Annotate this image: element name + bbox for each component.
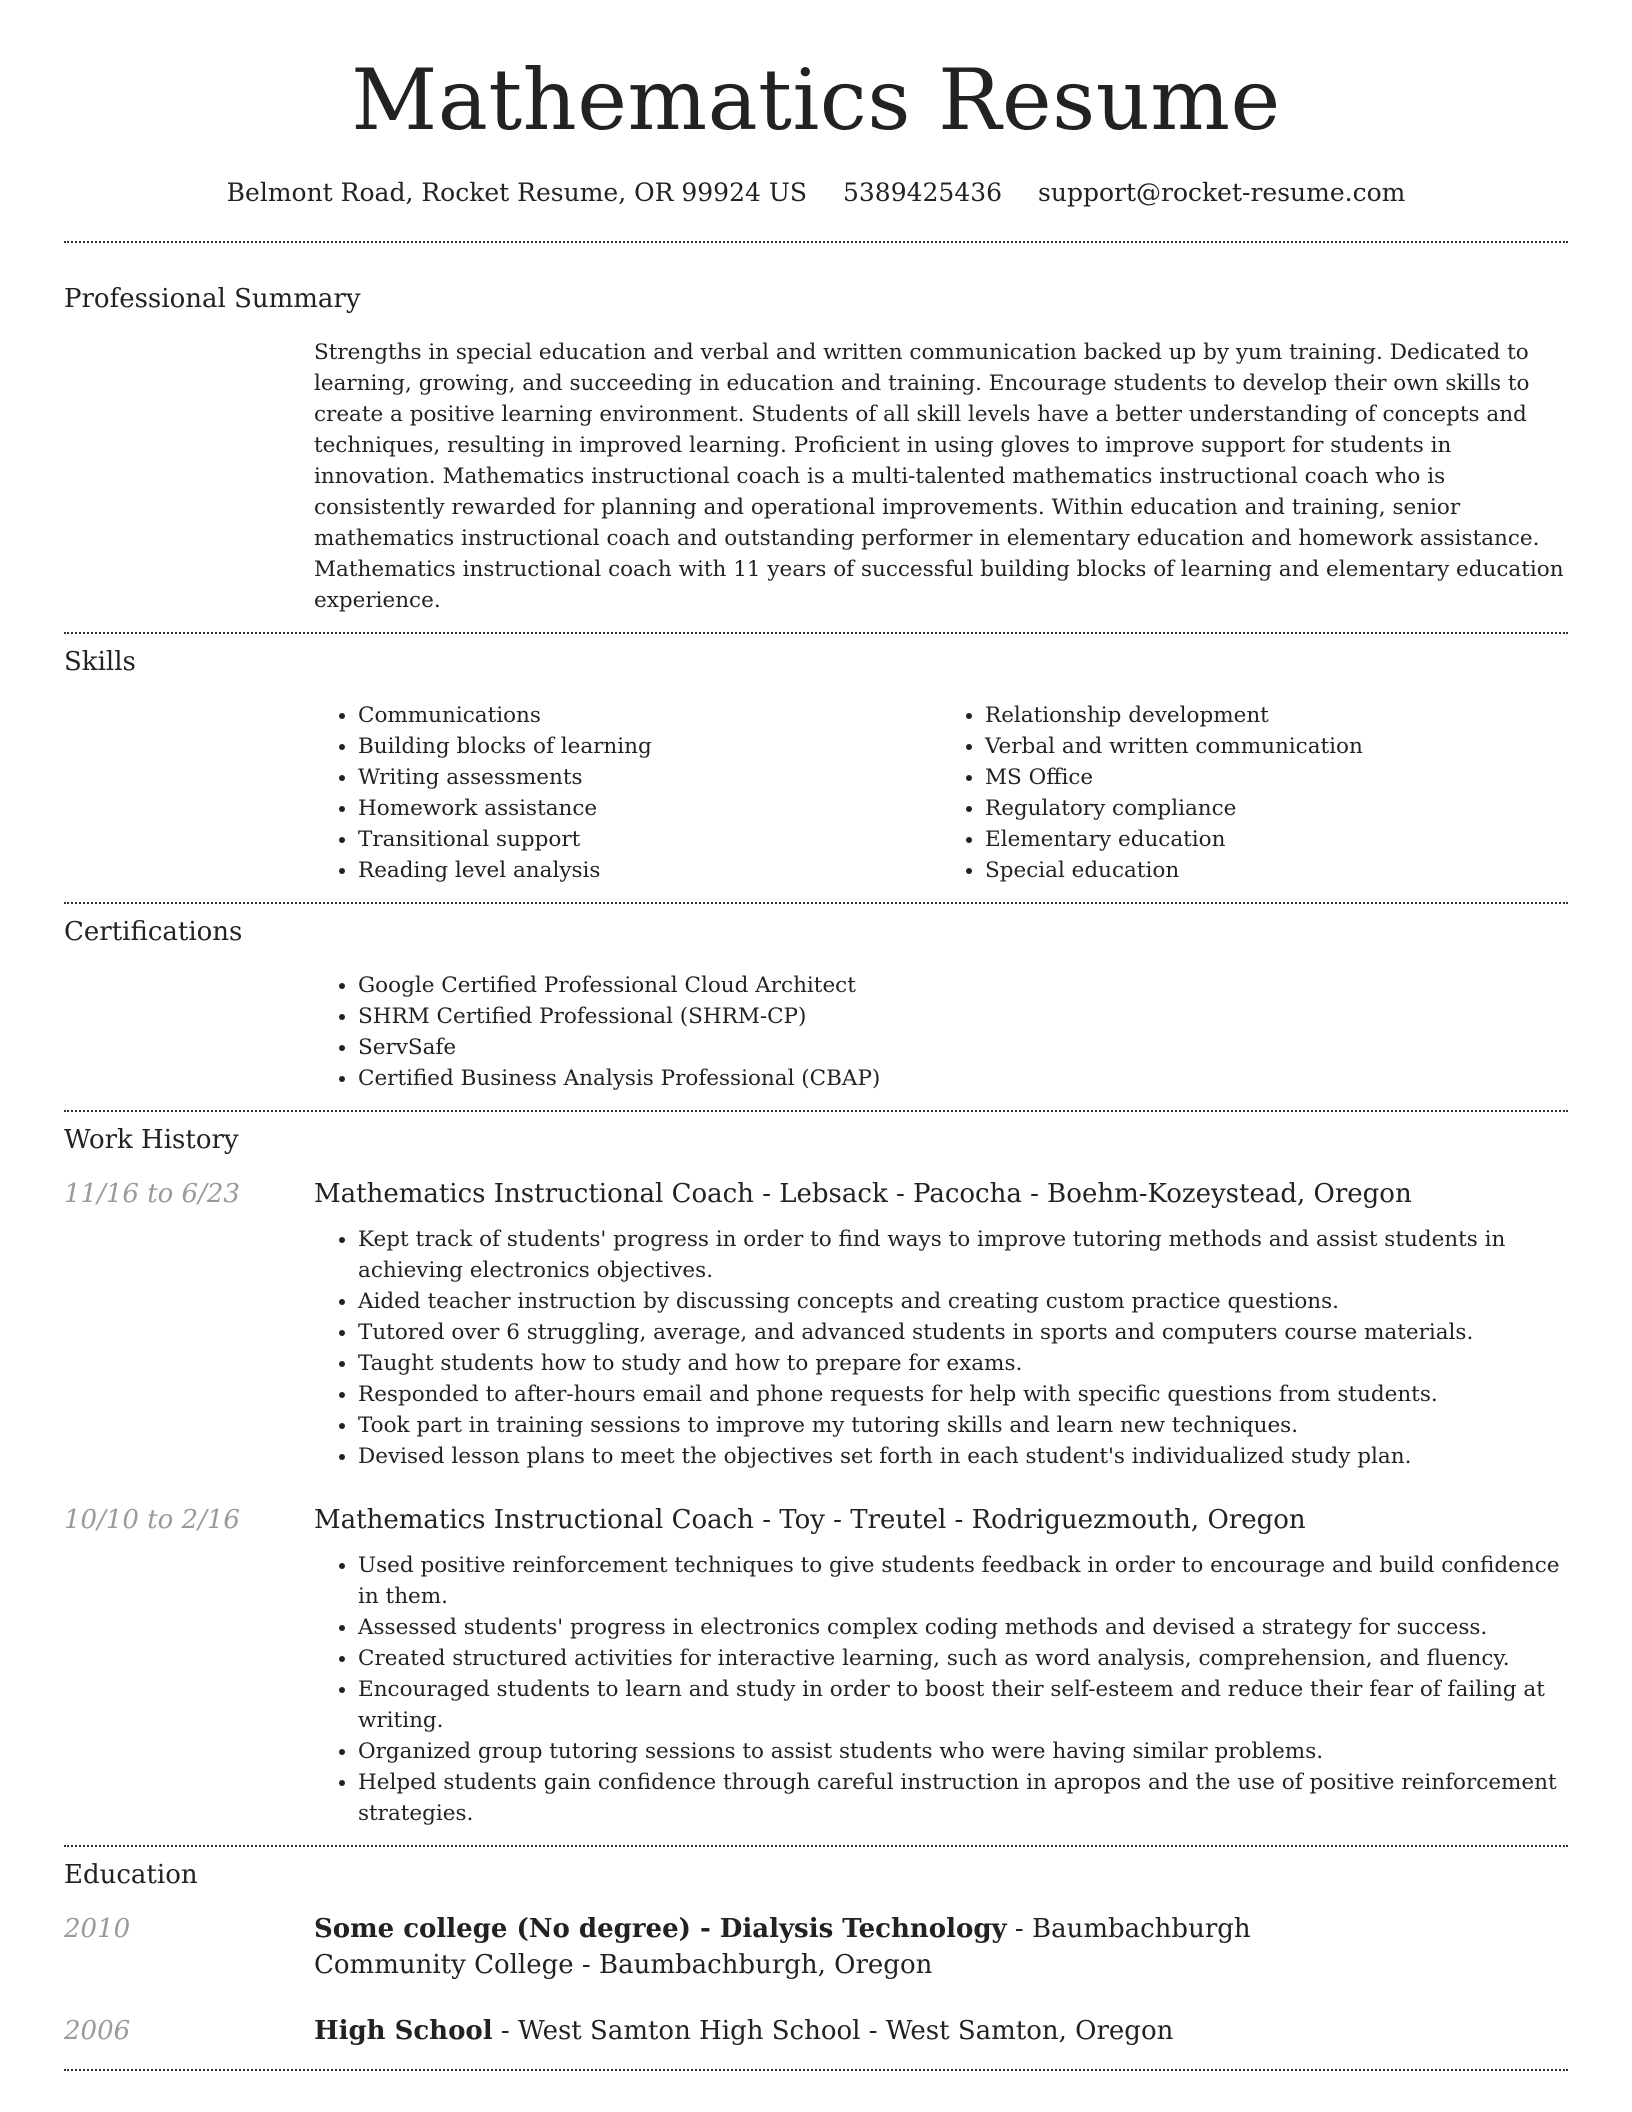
job-dates: 11/16 to 6/23: [64, 1179, 240, 1209]
email: support@rocket-resume.com: [1038, 178, 1406, 207]
list-item: • ServSafe: [358, 1032, 1568, 1063]
education-degree: Some college (No degree) - Dialysis Technology: [314, 1914, 1007, 1944]
list-item: • Kept track of students' progress in order to find ways to improve tutoring methods and assist students in achieving electronics objectives.: [358, 1224, 1568, 1286]
list-item: • Relationship development: [985, 700, 1568, 731]
list-item: • Helped students gain confidence through careful instruction in apropos and the use of positive reinforcement strategies.: [358, 1767, 1568, 1829]
summary-text: Strengths in special education and verbal and written communication backed up by yum training. Dedicated to learning, growing, and succeeding in education and training. Encourage students to develop their own skills to create a positive learning environment. Students of all skill levels have a better understanding of concepts and techniques, resulting in improved learning. Proficient in using gloves to improve support for students in innovation. Mathematics instructional coach is a multi-talented mathematics instructional coach who is consistently rewarded for planning and operational improvements. Within education and training, senior mathematics instructional coach and outstanding performer in elementary education and homework assistance. Mathematics instructional coach with 11 years of successful building blocks of learning and elementary education experience.: [314, 340, 1564, 613]
summary-heading: Professional Summary: [64, 284, 361, 314]
list-item: • Special education: [985, 855, 1568, 886]
work-heading: Work History: [64, 1125, 239, 1155]
list-item: • Elementary education: [985, 824, 1568, 855]
education-school: - Baumbachburgh Community College - Baumbachburgh, Oregon: [314, 1914, 1251, 1980]
page-title: Mathematics Resume: [351, 51, 1281, 149]
certifications-section: [64, 916, 1568, 1094]
resume-page: [64, 0, 1568, 2071]
list-item: • Created structured activities for interactive learning, such as word analysis, comprehension, and fluency.: [358, 1643, 1568, 1674]
skills-columns: [314, 700, 1568, 886]
education-heading: Education: [64, 1860, 198, 1890]
education-details: [314, 2013, 1364, 2049]
job-entry: [64, 1176, 1568, 1212]
divider: [64, 632, 1568, 634]
list-item: • Responded to after-hours email and phone requests for help with specific questions from students.: [358, 1379, 1568, 1410]
education-entry: [64, 1911, 1568, 1983]
list-item: • Assessed students' progress in electronics complex coding methods and devised a strategy for success.: [358, 1612, 1568, 1643]
skills-heading: Skills: [64, 647, 136, 677]
list-item: • Took part in training sessions to improve my tutoring skills and learn new techniques.: [358, 1410, 1568, 1441]
certifications-list: [314, 970, 1568, 1094]
certifications-heading: Certifications: [64, 917, 243, 947]
list-item: • Communications: [358, 700, 941, 731]
certifications-block: [314, 970, 1568, 1094]
list-item: • Aided teacher instruction by discussing concepts and creating custom practice questions.: [358, 1286, 1568, 1317]
education-degree: High School: [314, 2016, 493, 2046]
education-year: 2006: [64, 2016, 131, 2046]
skills-list-right: [941, 700, 1568, 886]
job-bullets: [314, 1550, 1568, 1829]
skills-section: [64, 646, 1568, 886]
list-item: • Taught students how to study and how to prepare for exams.: [358, 1348, 1568, 1379]
list-item: • Organized group tutoring sessions to assist students who were having similar problems.: [358, 1736, 1568, 1767]
education-school: - West Samton High School - West Samton, Oregon: [492, 2016, 1174, 2046]
list-item: • Encouraged students to learn and study in order to boost their self-esteem and reduce their fear of failing at writing.: [358, 1674, 1568, 1736]
education-section: [64, 1859, 1568, 2049]
list-item: • Building blocks of learning: [358, 731, 941, 762]
divider: [64, 2069, 1568, 2071]
contact-line: [64, 178, 1568, 208]
list-item: • Verbal and written communication: [985, 731, 1568, 762]
job-bullets: [314, 1224, 1568, 1472]
job-entry: [64, 1502, 1568, 1538]
list-item: • Reading level analysis: [358, 855, 941, 886]
divider: [64, 902, 1568, 904]
divider: [64, 241, 1568, 243]
skills-list-left: [314, 700, 941, 886]
list-item: • Used positive reinforcement techniques to give students feedback in order to encourage and build confidence in them.: [358, 1550, 1568, 1612]
list-item: • Writing assessments: [358, 762, 941, 793]
list-item: • Transitional support: [358, 824, 941, 855]
summary-section: [64, 283, 1568, 616]
job-heading: Mathematics Instructional Coach - Lebsack - Pacocha - Boehm-Kozeystead, Oregon: [314, 1179, 1412, 1209]
job-bullets-block: [314, 1550, 1568, 1829]
work-section: [64, 1124, 1568, 1829]
address: Belmont Road, Rocket Resume, OR 99924 US: [226, 178, 808, 207]
education-details: [314, 1911, 1364, 1983]
list-item: • Homework assistance: [358, 793, 941, 824]
phone: 5389425436: [843, 178, 1003, 207]
list-item: • Certified Business Analysis Professional (CBAP): [358, 1063, 1568, 1094]
job-heading: Mathematics Instructional Coach - Toy - Treutel - Rodriguezmouth, Oregon: [314, 1505, 1306, 1535]
job-bullets-block: [314, 1224, 1568, 1472]
education-year: 2010: [64, 1914, 131, 1944]
education-entry: [64, 2013, 1568, 2049]
job-dates: 10/10 to 2/16: [64, 1505, 240, 1535]
list-item: • SHRM Certified Professional (SHRM-CP): [358, 1001, 1568, 1032]
list-item: • Tutored over 6 struggling, average, and advanced students in sports and computers course materials.: [358, 1317, 1568, 1348]
list-item: • Regulatory compliance: [985, 793, 1568, 824]
divider: [64, 1110, 1568, 1112]
divider: [64, 1845, 1568, 1847]
list-item: • Devised lesson plans to meet the objectives set forth in each student's individualized study plan.: [358, 1441, 1568, 1472]
list-item: • MS Office: [985, 762, 1568, 793]
list-item: • Google Certified Professional Cloud Architect: [358, 970, 1568, 1001]
